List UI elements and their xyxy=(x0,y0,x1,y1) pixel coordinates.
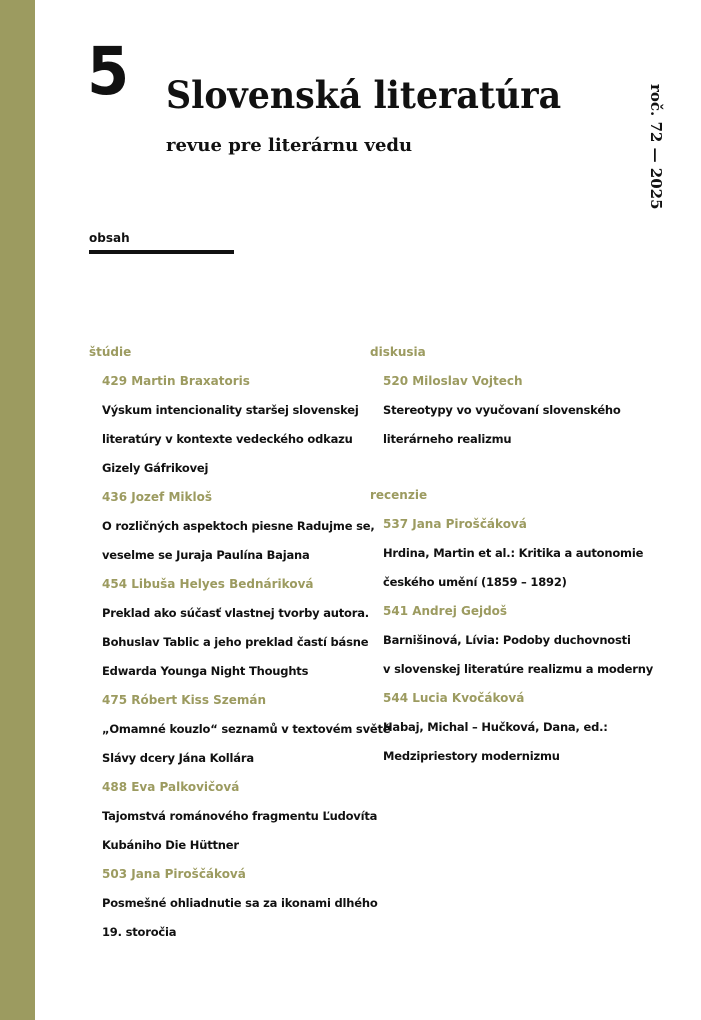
issue-number: 5 xyxy=(87,33,130,110)
toc-entry-title: Kubániho Die Hüttner xyxy=(102,838,239,852)
toc-entry-title: Hrdina, Martin et al.: Kritika a autonomie xyxy=(383,546,644,560)
toc-entry-title: literárneho realizmu xyxy=(383,432,512,446)
contents-divider xyxy=(89,250,234,254)
toc-entry-title: českého umění (1859 – 1892) xyxy=(383,575,567,589)
section-spacer xyxy=(370,458,635,485)
toc-entry-title: literatúry v kontexte vedeckého odkazu xyxy=(102,432,353,446)
toc-entry-title: Medzipriestory modernizmu xyxy=(383,749,560,763)
toc-entry xyxy=(89,690,391,768)
toc-entry-title: Posmešné ohliadnutie sa za ikonami dlhého xyxy=(102,896,378,910)
journal-title: Slovenská literatúra xyxy=(166,73,562,117)
toc-entry-title: v slovenskej literatúre realizmu a moderny xyxy=(383,662,653,676)
toc-entry xyxy=(89,574,369,681)
toc-entry-title: Edwarda Younga Night Thoughts xyxy=(102,664,309,678)
contents-column-right xyxy=(370,342,653,775)
toc-entry xyxy=(370,601,653,679)
toc-entry-title: „Omamné kouzlo“ seznamů v textovém světě xyxy=(102,722,391,736)
toc-entry-author: 503 Jana Piroščáková xyxy=(102,867,246,881)
toc-entry-title: Tajomstvá románového fragmentu Ľudovíta xyxy=(102,809,378,823)
toc-entry-title: Preklad ako súčasť vlastnej tvorby autora. xyxy=(102,606,369,620)
toc-entry xyxy=(370,371,635,449)
toc-entry-author: 537 Jana Piroščáková xyxy=(383,517,527,531)
toc-entry-author: 541 Andrej Gejdoš xyxy=(383,604,508,618)
toc-entry-title: Výskum intencionality staršej slovenskej xyxy=(102,403,359,417)
toc-entry-title: Bohuslav Tablic a jeho preklad častí básne xyxy=(102,635,369,649)
toc-entry-title: 19. storočia xyxy=(102,925,177,939)
toc-entry-title: O rozličných aspektoch piesne Radujme se, xyxy=(102,519,375,533)
section-label-studies: štúdie xyxy=(89,345,132,359)
toc-entry-author: 520 Miloslav Vojtech xyxy=(383,374,523,388)
journal-subtitle: revue pre literárnu vedu xyxy=(166,135,413,156)
toc-entry xyxy=(89,777,378,855)
toc-entry xyxy=(370,688,635,766)
contents-column-left xyxy=(89,342,391,951)
toc-entry-title: Stereotypy vo vyučovaní slovenského xyxy=(383,403,621,417)
toc-entry-title: Slávy dcery Jána Kollára xyxy=(102,751,254,765)
toc-entry-author: 488 Eva Palkovičová xyxy=(102,780,240,794)
toc-entry-author: 429 Martin Braxatoris xyxy=(102,374,250,388)
toc-entry-title: Barnišinová, Lívia: Podoby duchovnosti xyxy=(383,633,631,647)
toc-entry-title: Habaj, Michal – Hučková, Dana, ed.: xyxy=(383,720,608,734)
toc-entry-title: Gizely Gáfrikovej xyxy=(102,461,209,475)
toc-entry-author: 436 Jozef Mikloš xyxy=(102,490,212,504)
toc-entry-title: veselme se Juraja Paulína Bajana xyxy=(102,548,310,562)
toc-entry xyxy=(89,371,364,478)
toc-entry xyxy=(89,864,378,942)
cover-side-stripe xyxy=(0,0,35,1020)
toc-entry-author: 544 Lucia Kvočáková xyxy=(383,691,525,705)
toc-entry xyxy=(89,487,375,565)
section-label-reviews: recenzie xyxy=(370,488,428,502)
volume-year: roč. 72 — 2025 xyxy=(647,84,665,210)
toc-entry-author: 454 Libuša Helyes Bednáriková xyxy=(102,577,314,591)
toc-entry-author: 475 Róbert Kiss Szemán xyxy=(102,693,267,707)
toc-entry xyxy=(370,514,644,592)
contents-heading: obsah xyxy=(89,231,130,245)
section-label-discussion: diskusia xyxy=(370,345,426,359)
